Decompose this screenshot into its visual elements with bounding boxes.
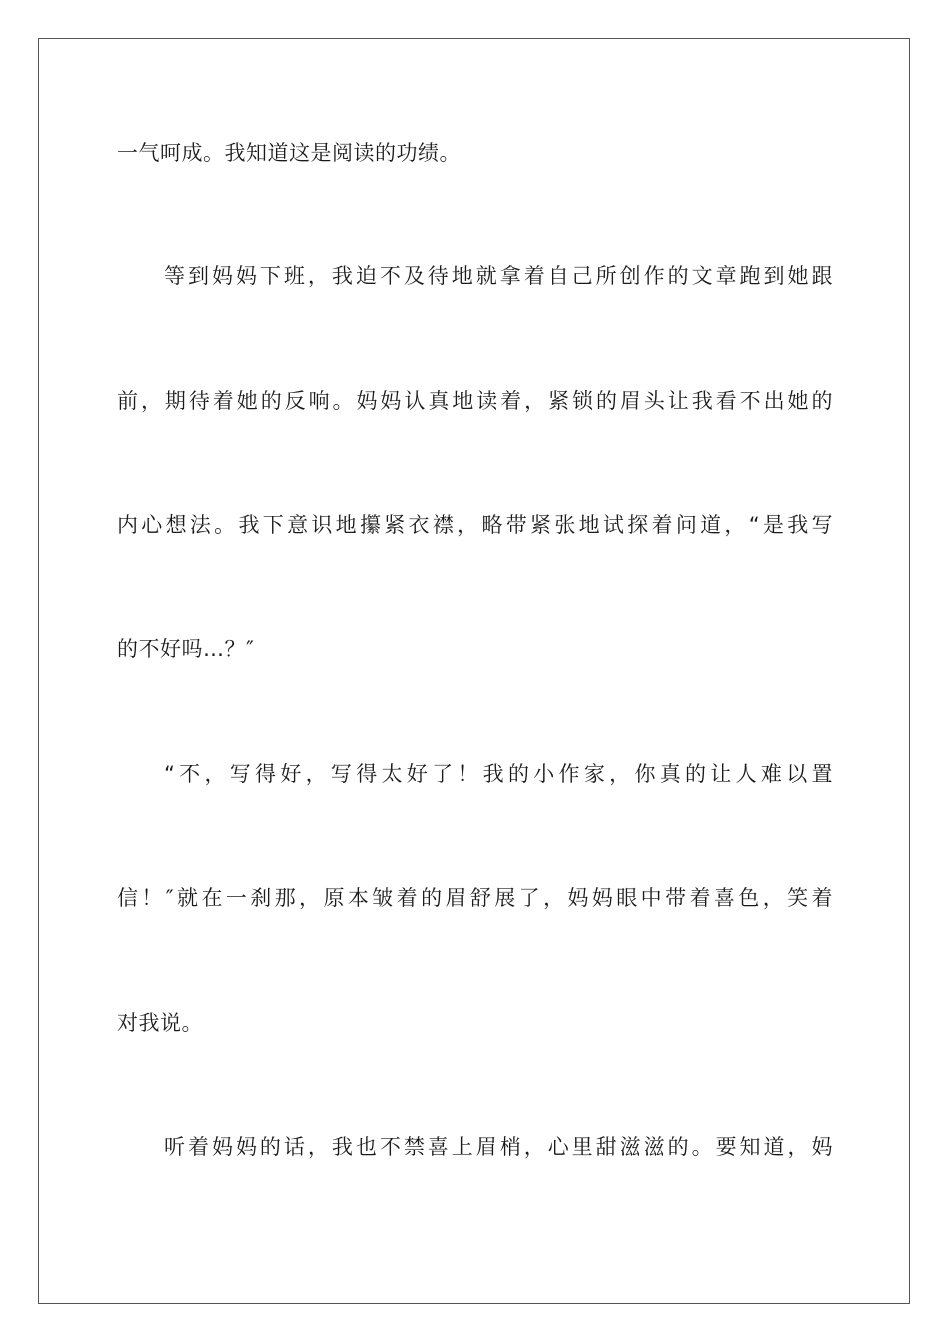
text-line: 信！″就在一刹那，原本皱着的眉舒展了，妈妈眼中带着喜色，笑着 — [117, 886, 833, 910]
page-border — [38, 38, 910, 1304]
text-line: 一气呵成。我知道这是阅读的功绩。 — [117, 141, 461, 165]
text-line: 内心想法。我下意识地攥紧衣襟，略带紧张地试探着问道，“是我写 — [117, 513, 833, 537]
text-line: 对我说。 — [117, 1011, 203, 1035]
text-line: 前，期待着她的反响。妈妈认真地读着，紧锁的眉头让我看不出她的 — [117, 389, 833, 413]
text-line: 等到妈妈下班，我迫不及待地就拿着自己所创作的文章跑到她跟 — [164, 264, 833, 288]
text-line: “不，写得好，写得太好了！我的小作家，你真的让人难以置 — [164, 762, 833, 786]
text-line: 的不好吗…？″ — [117, 637, 255, 661]
text-line: 听着妈妈的话，我也不禁喜上眉梢，心里甜滋滋的。要知道，妈 — [164, 1135, 833, 1159]
